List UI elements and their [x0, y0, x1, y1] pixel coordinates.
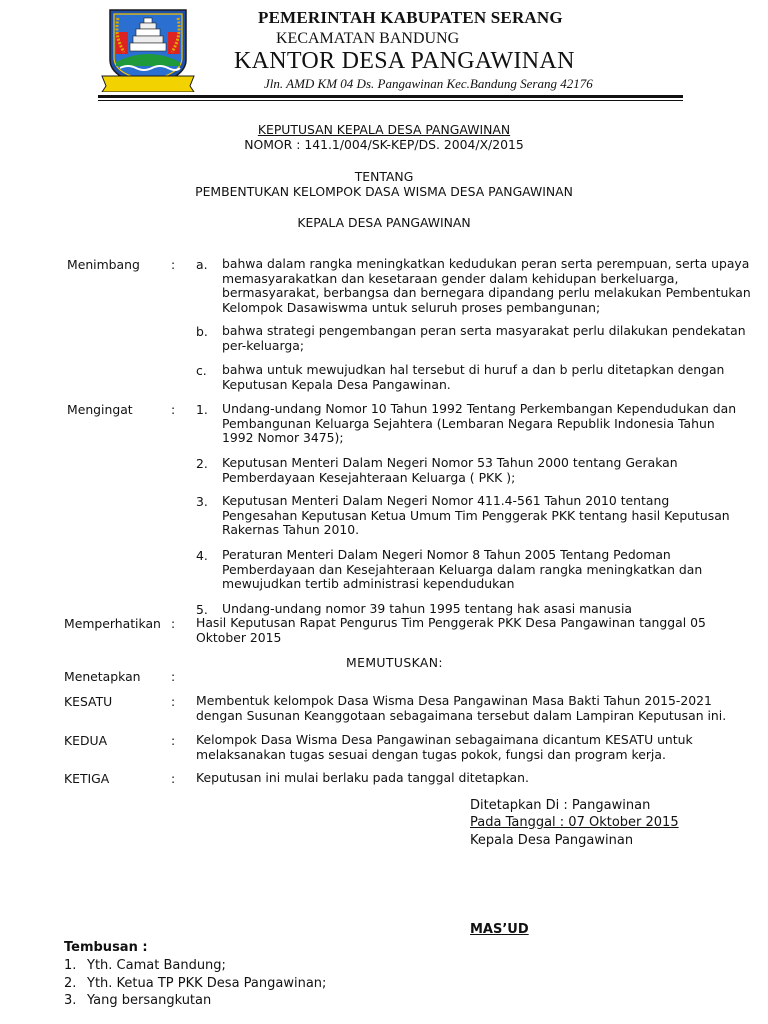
mengingat-item-3 [222, 494, 730, 538]
text-line: per-keluarga; [222, 337, 305, 353]
memperhatikan-colon: : [171, 616, 176, 631]
menimbang-item-a [222, 257, 751, 315]
text-line: Pemberdayaan dan Kesejahteraan Keluarga dalam rangka meningkatkan dan [222, 561, 703, 577]
menimbang-item-b [222, 324, 746, 353]
list-item: 2. Yth. Ketua TP PKK Desa Pangawinan; [64, 975, 327, 991]
signature-date: Pada Tanggal : 07 Oktober 2015 [470, 815, 679, 830]
mengingat-colon: : [171, 402, 176, 417]
menimbang-item-c [222, 363, 724, 392]
menetapkan-label: Menetapkan [64, 669, 141, 684]
decree-number: NOMOR : 141.1/004/SK-KEP/DS. 2004/X/2015 [244, 137, 524, 152]
mengingat-marker: 2. [196, 456, 208, 471]
text-line: Hasil Keputusan Rapat Pengurus Tim Penggerak PKK Desa Pangawinan tanggal 05 [196, 615, 706, 630]
memperhatikan-label: Memperhatikan [64, 616, 161, 631]
memperhatikan-text [196, 616, 706, 645]
mengingat-item-1 [222, 402, 736, 446]
decree-subject: PEMBENTUKAN KELOMPOK DASA WISMA DESA PANGAWINAN [195, 184, 573, 199]
text-line: Pemberdayaan Kesejahteraan Keluarga ( PKK ); [222, 469, 516, 485]
text-line: bermasyarakat, berbangsa dan bernegara dipandang perlu melakukan Pembentukan [222, 285, 751, 301]
text-line: mewujudkan tertib administrasi kependudukan [222, 576, 515, 592]
decree-title: KEPUTUSAN KEPALA DESA PANGAWINAN [257, 122, 511, 137]
menimbang-colon: : [171, 257, 176, 272]
kesatu-label: KESATU [64, 694, 113, 709]
mengingat-label: Mengingat [67, 402, 133, 417]
text-line: Oktober 2015 [196, 629, 282, 645]
menimbang-label: Menimbang [67, 257, 140, 272]
text-line: Kelompok Dasawiswma untuk seluruh proses pembangunan; [222, 299, 601, 315]
kesatu-text [196, 694, 726, 723]
letterhead-district: KECAMATAN BANDUNG [276, 30, 460, 47]
kedua-text [196, 733, 693, 762]
decree-authority: KEPALA DESA PANGAWINAN [297, 215, 471, 230]
letterhead-rule-thin [98, 100, 683, 101]
letterhead-government: PEMERINTAH KABUPATEN SERANG [258, 8, 563, 27]
mengingat-item-2 [222, 456, 678, 485]
signature-office: Kepala Desa Pangawinan [470, 833, 634, 848]
mengingat-marker: 5. [196, 602, 208, 617]
text-line: bahwa strategi pengembangan peran serta masyarakat perlu dilakukan pendekatan [222, 323, 746, 338]
kesatu-colon: : [171, 694, 176, 709]
menimbang-marker: c. [196, 363, 207, 378]
ketiga-colon: : [171, 771, 176, 786]
ketiga-label: KETIGA [64, 771, 110, 786]
text-line: Keputusan Kepala Desa Pangawinan. [222, 376, 451, 392]
text-line: dengan Susunan Keanggotaan sebagaimana tersebut dalam Lampiran Keputusan ini. [196, 707, 727, 723]
text-line: bahwa untuk mewujudkan hal tersebut di huruf a dan b perlu ditetapkan dengan [222, 362, 725, 377]
menetapkan-colon: : [171, 669, 176, 684]
signature-place: Ditetapkan Di : Pangawinan [470, 798, 651, 813]
letterhead-address: Jln. AMD KM 04 Ds. Pangawinan Kec.Bandung Serang 42176 [264, 76, 593, 91]
kedua-label: KEDUA [64, 733, 108, 748]
decree-tentang: TENTANG [354, 169, 414, 184]
text-line: Keputusan ini mulai berlaku pada tanggal ditetapkan. [196, 770, 529, 785]
mengingat-marker: 1. [196, 402, 208, 417]
text-line: Peraturan Menteri Dalam Negeri Nomor 8 Tahun 2005 Tentang Pedoman [222, 547, 671, 562]
signatory-name: MAS’UD [470, 922, 529, 937]
tembusan-title: Tembusan : [64, 940, 148, 955]
text-line: Pengesahan Keputusan Ketua Umum Tim Penggerak PKK tentang hasil Keputusan [222, 507, 730, 523]
list-item: 3. Yang bersangkutan [64, 993, 212, 1008]
letterhead-office: KANTOR DESA PANGAWINAN [234, 48, 575, 74]
kedua-colon: : [171, 733, 176, 748]
text-line: Keputusan Menteri Dalam Negeri Nomor 411.4-561 Tahun 2010 tentang [222, 493, 670, 508]
text-line: Pembangunan Keluarga Sejahtera (Lembaran Negara Republik Indonesia Tahun [222, 415, 715, 431]
menimbang-marker: a. [196, 257, 208, 272]
text-line: Kelompok Dasa Wisma Desa Pangawinan sebagaimana dicantum KESATU untuk [196, 732, 693, 747]
text-line: bahwa dalam rangka meningkatkan kedudukan peran serta perempuan, serta upaya [222, 256, 750, 271]
text-line: memasyarakatkan dan kesetaraan gender dalam kehidupan berkeluarga, [222, 270, 679, 286]
mengingat-item-4 [222, 548, 702, 592]
text-line: melaksanakan tugas sesuai dengan tugas pokok, fungsi dan program kerja. [196, 746, 666, 762]
text-line: Membentuk kelompok Dasa Wisma Desa Pangawinan Masa Bakti Tahun 2015-2021 [196, 693, 712, 708]
menimbang-marker: b. [196, 324, 208, 339]
text-line: 1992 Nomor 3475); [222, 430, 344, 446]
text-line: Undang-undang Nomor 10 Tahun 1992 Tentang Perkembangan Kependudukan dan [222, 401, 737, 416]
memutuskan-heading: MEMUTUSKAN: [346, 655, 444, 670]
text-line: Rakernas Tahun 2010. [222, 522, 360, 538]
mengingat-marker: 4. [196, 548, 208, 563]
text-line: Keputusan Menteri Dalam Negeri Nomor 53 Tahun 2000 tentang Gerakan [222, 455, 678, 470]
letterhead-rule-thick [98, 95, 683, 98]
tembusan-list [64, 957, 326, 1010]
list-item: 1. Yth. Camat Bandung; [64, 958, 226, 973]
text-line: Undang-undang nomor 39 tahun 1995 tentang hak asasi manusia [222, 601, 632, 616]
ketiga-text [196, 771, 529, 786]
regency-emblem [100, 6, 196, 92]
mengingat-marker: 3. [196, 494, 208, 509]
emblem-icon [100, 6, 196, 92]
